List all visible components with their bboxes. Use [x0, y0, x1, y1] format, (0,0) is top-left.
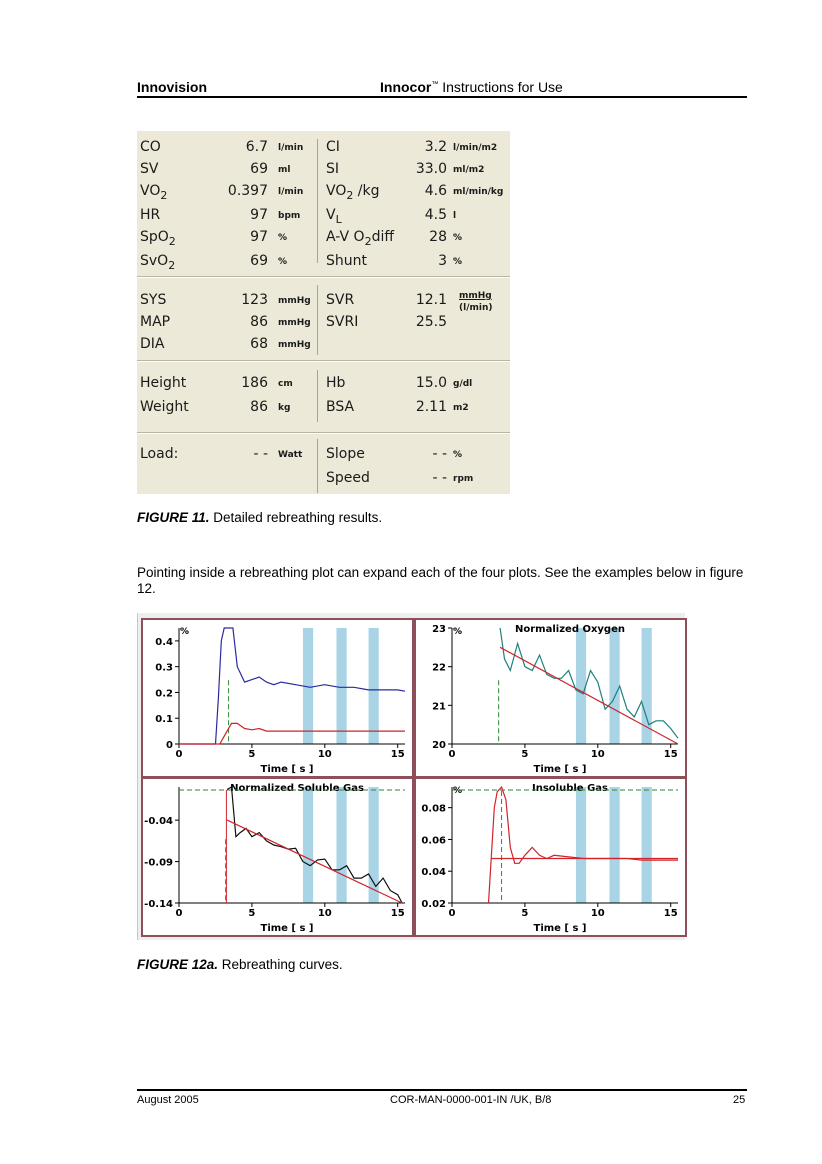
column-divider	[317, 139, 318, 263]
result-label	[326, 399, 354, 415]
result-value: 2.11	[415, 399, 447, 415]
x-tick-label: 10	[317, 908, 332, 919]
result-label	[140, 336, 165, 352]
x-tick-label: 15	[663, 749, 678, 760]
label-text: SI	[326, 161, 340, 177]
label-text: CO	[140, 139, 161, 155]
chart-1	[416, 620, 685, 776]
result-unit: %	[278, 233, 288, 243]
highlight-band	[576, 787, 586, 903]
result-label	[326, 375, 345, 391]
y-tick-label: 0.04	[421, 867, 446, 879]
figure-12a-caption	[137, 957, 343, 972]
result-label	[326, 207, 342, 226]
footer-rule	[137, 1089, 747, 1091]
result-unit: bpm	[278, 211, 301, 221]
result-unit: %	[453, 233, 463, 243]
result-unit: mmHg	[459, 291, 492, 301]
x-tick-label: 10	[590, 908, 605, 919]
y-axis-label: %	[180, 627, 190, 637]
label-text: SpO	[140, 229, 169, 245]
highlight-band	[609, 787, 619, 903]
label-text: Hb	[326, 375, 346, 391]
y-axis-label: %	[453, 786, 463, 796]
result-unit: mmHg	[278, 340, 311, 350]
x-axis-label: Time [ s ]	[260, 764, 314, 775]
highlight-band	[576, 628, 586, 744]
label-text: VO	[140, 183, 161, 199]
label-text: MAP	[140, 314, 171, 330]
column-divider	[317, 370, 318, 422]
result-unit: rpm	[453, 474, 474, 484]
result-unit: cm	[278, 379, 293, 389]
result-unit: l/min	[278, 187, 304, 197]
header-company: Innovision	[137, 79, 207, 95]
y-tick-label: 0.02	[421, 899, 446, 910]
result-label	[326, 314, 358, 330]
result-value: 0.397	[227, 183, 268, 199]
rebreathing-plots	[137, 613, 685, 940]
body-paragraph: Pointing inside a rebreathing plot can expand each of the four plots. See the examples below in figure 12.	[137, 565, 744, 596]
result-unit: ml/m2	[453, 165, 485, 175]
x-tick-label: 0	[175, 908, 183, 919]
column-divider	[317, 439, 318, 493]
label-subscript: 2	[168, 259, 176, 272]
result-unit: m2	[453, 403, 469, 413]
x-axis-label: Time [ s ]	[533, 923, 587, 934]
y-tick-label: 0.2	[155, 688, 173, 700]
header-product: Innocor	[380, 79, 432, 95]
result-value: 97	[250, 229, 268, 245]
x-tick-label: 5	[248, 749, 256, 760]
footer-page-number: 25	[733, 1094, 746, 1106]
y-tick-label: 21	[432, 701, 446, 713]
result-value: 4.6	[424, 183, 447, 199]
x-tick-label: 15	[390, 908, 405, 919]
result-label	[326, 470, 370, 486]
result-label	[140, 314, 170, 330]
label-text: A-V O	[326, 229, 365, 245]
result-value: 97	[250, 207, 268, 223]
label-text: SYS	[140, 292, 167, 308]
rebreathing-results-panel	[137, 131, 510, 494]
label-text: HR	[140, 207, 161, 223]
y-tick-label: 0.3	[155, 662, 173, 674]
result-label	[326, 161, 339, 177]
result-label	[140, 139, 161, 155]
result-label	[326, 139, 340, 155]
result-label	[326, 446, 365, 462]
y-tick-label: 0	[166, 740, 173, 751]
result-label	[326, 253, 367, 269]
result-label	[326, 292, 354, 308]
chart-title: Normalized Oxygen	[515, 624, 625, 635]
chart-3	[416, 779, 685, 935]
label-text: SVR	[326, 292, 355, 308]
label-text: SVRI	[326, 314, 359, 330]
highlight-band	[336, 787, 346, 903]
label-text: V	[326, 207, 336, 223]
highlight-band	[369, 628, 379, 744]
x-axis-label: Time [ s ]	[260, 923, 314, 934]
result-label	[140, 446, 178, 462]
result-value: 3.2	[424, 139, 447, 155]
result-value: 69	[250, 253, 268, 269]
result-unit: %	[453, 450, 463, 460]
result-value: - -	[432, 446, 447, 462]
plot-insoluble-gas[interactable]	[414, 777, 687, 937]
result-unit: l/min/m2	[453, 143, 498, 153]
label-text: Shunt	[326, 253, 367, 269]
label-text: SV	[140, 161, 159, 177]
column-divider	[317, 285, 318, 355]
result-label	[326, 183, 380, 202]
result-unit: l/min	[278, 143, 304, 153]
label-subscript: 2	[160, 189, 168, 202]
chart-0	[143, 620, 412, 776]
x-tick-label: 15	[663, 908, 678, 919]
y-tick-label: 0.4	[155, 636, 173, 648]
result-unit: ml	[278, 165, 291, 175]
result-label	[140, 183, 167, 202]
result-value: 6.7	[245, 139, 268, 155]
result-unit: mmHg	[278, 296, 311, 306]
result-value: 12.1	[415, 292, 447, 308]
y-tick-label: -0.04	[144, 816, 173, 828]
x-tick-label: 5	[521, 908, 529, 919]
result-label	[140, 229, 176, 248]
y-tick-label: 20	[432, 740, 446, 751]
x-tick-label: 0	[448, 908, 456, 919]
result-unit: ml/min/kg	[453, 187, 504, 197]
result-value: - -	[432, 470, 447, 486]
result-value: 25.5	[415, 314, 447, 330]
x-tick-label: 0	[175, 749, 183, 760]
y-tick-label: -0.14	[144, 899, 173, 910]
result-value: 68	[250, 336, 268, 352]
result-value: 86	[250, 399, 268, 415]
result-value: 33.0	[415, 161, 447, 177]
result-value: 3	[438, 253, 447, 269]
x-tick-label: 5	[521, 749, 529, 760]
figure-11-number: FIGURE 11.	[137, 510, 210, 525]
result-unit: g/dl	[453, 379, 473, 389]
result-unit: Watt	[278, 450, 303, 460]
label-text: VO	[326, 183, 347, 199]
y-tick-label: 22	[432, 662, 446, 674]
result-label	[140, 161, 158, 177]
header-rule	[137, 96, 747, 98]
result-label	[140, 375, 186, 391]
x-tick-label: 10	[590, 749, 605, 760]
result-label	[140, 207, 160, 223]
x-tick-label: 5	[248, 908, 256, 919]
result-unit: %	[278, 257, 288, 267]
label-text: DIA	[140, 336, 165, 352]
result-label	[140, 399, 189, 415]
result-value: - -	[253, 446, 268, 462]
result-label	[326, 229, 394, 248]
label-text: Height	[140, 375, 187, 391]
figure-12a-number: FIGURE 12a.	[137, 957, 219, 972]
highlight-band	[303, 787, 313, 903]
header-doc-title: Instructions for Use	[442, 79, 563, 95]
label-text: SvO	[140, 253, 169, 269]
y-tick-label: 0.1	[155, 714, 173, 726]
result-value: 69	[250, 161, 268, 177]
label-subscript: L	[335, 213, 342, 226]
y-axis-label: %	[453, 627, 463, 637]
result-value: 28	[429, 229, 447, 245]
result-value: 4.5	[424, 207, 447, 223]
result-unit: %	[453, 257, 463, 267]
plot-normalized-oxygen[interactable]	[414, 618, 687, 778]
label-suffix: diff	[371, 229, 394, 245]
label-subscript: 2	[168, 235, 176, 248]
result-unit: mmHg	[278, 318, 311, 328]
figure-11-caption	[137, 510, 382, 525]
plot-top-left[interactable]	[141, 618, 414, 778]
result-label	[140, 292, 166, 308]
x-axis-label: Time [ s ]	[533, 764, 587, 775]
label-suffix: /kg	[353, 183, 380, 199]
result-value: 86	[250, 314, 268, 330]
label-text: BSA	[326, 399, 355, 415]
figure-12a-text: Rebreathing curves.	[218, 957, 343, 972]
x-tick-label: 15	[390, 749, 405, 760]
y-tick-label: 0.08	[421, 803, 446, 815]
result-label	[140, 253, 175, 272]
label-text: Speed	[326, 470, 370, 486]
trademark-mark: ™	[431, 81, 439, 88]
plot-normalized-soluble-gas[interactable]	[141, 777, 414, 937]
result-value: 186	[241, 375, 268, 391]
result-unit: l	[453, 211, 457, 221]
y-tick-label: -0.09	[144, 857, 173, 869]
result-unit-denominator: (l/min)	[459, 303, 493, 313]
highlight-band	[609, 628, 619, 744]
figure-11-text: Detailed rebreathing results.	[209, 510, 383, 525]
label-subscript: 2	[364, 235, 372, 248]
label-text: Weight	[140, 399, 189, 415]
footer-date: August 2005	[137, 1094, 199, 1106]
result-value: 123	[241, 292, 268, 308]
y-tick-label: 23	[432, 624, 446, 635]
chart-title: Insoluble Gas	[532, 783, 608, 794]
x-tick-label: 10	[317, 749, 332, 760]
label-text: Slope	[326, 446, 365, 462]
label-text: Load:	[140, 446, 179, 462]
result-value: 15.0	[415, 375, 447, 391]
chart-2	[143, 779, 412, 935]
highlight-band	[336, 628, 346, 744]
y-tick-label: 0.06	[421, 835, 446, 847]
label-subscript: 2	[346, 189, 354, 202]
header-title	[380, 79, 563, 95]
chart-title: Normalized Soluble Gas	[230, 783, 364, 794]
result-unit: kg	[278, 403, 291, 413]
label-text: CI	[326, 139, 340, 155]
x-tick-label: 0	[448, 749, 456, 760]
highlight-band	[642, 787, 652, 903]
footer-doc-id: COR-MAN-0000-001-IN /UK, B/8	[390, 1094, 552, 1106]
